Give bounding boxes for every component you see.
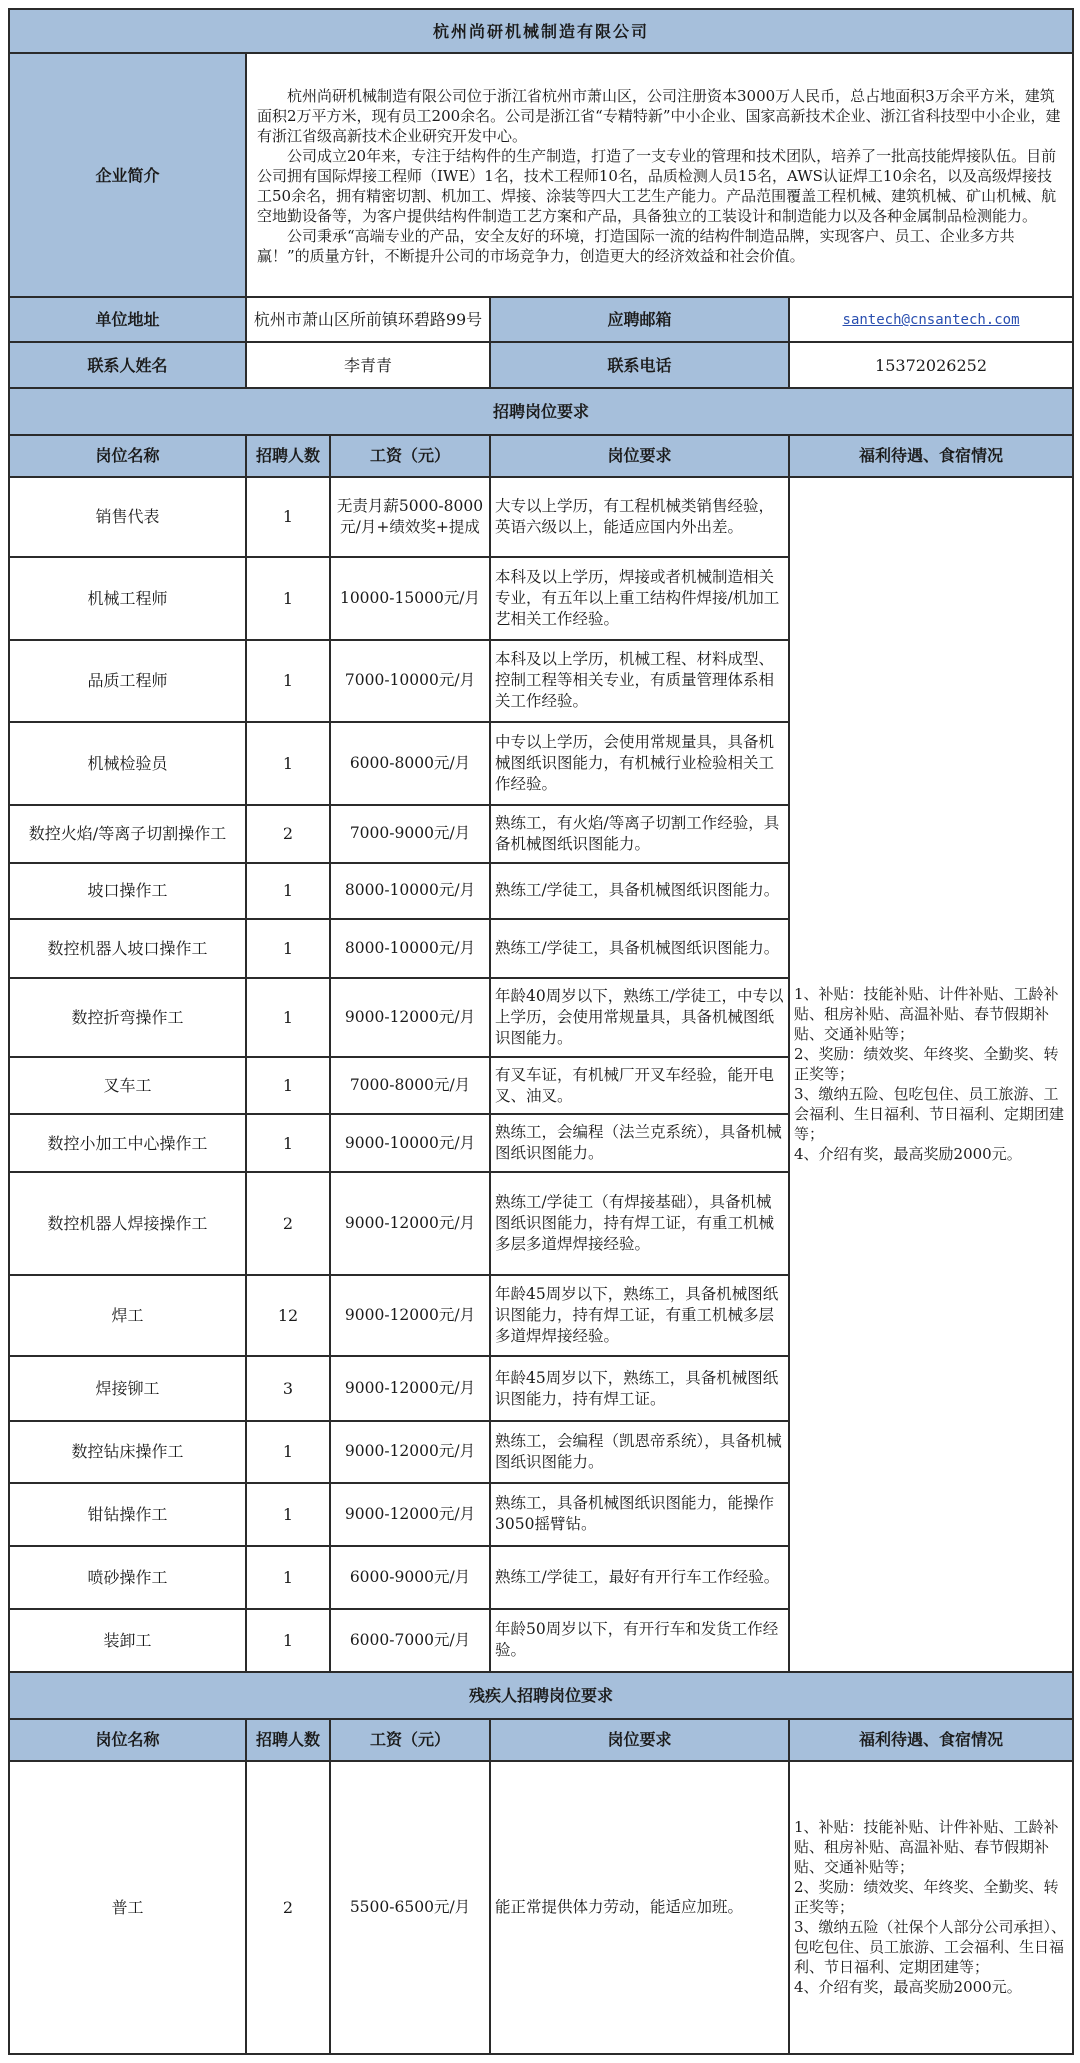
job-name: 数控机器人坡口操作工 [9,919,246,978]
job-name: 机械工程师 [9,557,246,640]
job-salary: 6000-9000元/月 [330,1546,490,1609]
job-salary: 无责月薪5000-8000元/月+绩效奖+提成 [330,477,490,558]
job-requirement: 本科及以上学历，焊接或者机械制造相关专业，有五年以上重工结构件焊接/机加工艺相关工作经验。 [490,557,789,640]
job-salary: 9000-12000元/月 [330,1275,490,1356]
header-benefits: 福利待遇、食宿情况 [789,1719,1073,1760]
job-name: 品质工程师 [9,640,246,723]
job-name: 坡口操作工 [9,863,246,920]
job-requirement: 中专以上学历，会使用常规量具，具备机械图纸识图能力，有机械行业检验相关工作经验。 [490,722,789,805]
phone-value: 15372026252 [789,342,1073,387]
header-position: 岗位名称 [9,1719,246,1760]
job-salary: 9000-12000元/月 [330,1356,490,1421]
job-count: 1 [246,722,330,805]
header-position: 岗位名称 [9,435,246,476]
job-count: 1 [246,1057,330,1115]
job-requirement: 熟练工/学徒工（有焊接基础），具备机械图纸识图能力，持有焊工证，有重工机械多层多道焊焊接经验。 [490,1172,789,1275]
header-count: 招聘人数 [246,1719,330,1760]
contact-person-label: 联系人姓名 [9,342,246,387]
disabled-section-title: 残疾人招聘岗位要求 [9,1672,1073,1719]
job-count: 1 [246,1114,330,1172]
disabled-job-requirement: 能正常提供体力劳动，能适应加班。 [490,1761,789,2054]
job-count: 1 [246,863,330,920]
address-value: 杭州市萧山区所前镇环碧路99号 [246,297,490,342]
job-salary: 9000-12000元/月 [330,1172,490,1275]
job-count: 1 [246,1421,330,1483]
job-requirement: 年龄45周岁以下，熟练工，具备机械图纸识图能力，持有焊工证，有重工机械多层多道焊焊接经验。 [490,1275,789,1356]
section-title: 招聘岗位要求 [9,388,1073,435]
disabled-job-salary: 5500-6500元/月 [330,1761,490,2054]
job-count: 3 [246,1356,330,1421]
disabled-benefits-cell: 1、补贴：技能补贴、计件补贴、工龄补贴、租房补贴、高温补贴、春节假期补贴、交通补贴等； 2、奖励：绩效奖、年终奖、全勤奖、转正奖等； 3、缴纳五险（社保个人部分公司承担）、包吃包住、员工旅游、工会福利、生日福利、节日福利、定期团建等； 4、介绍有奖，最高奖励2000元。 [789,1761,1073,2054]
email-label: 应聘邮箱 [490,297,789,342]
job-count: 1 [246,1609,330,1672]
header-count: 招聘人数 [246,435,330,476]
job-salary: 7000-8000元/月 [330,1057,490,1115]
job-salary: 9000-12000元/月 [330,1421,490,1483]
job-count: 2 [246,1172,330,1275]
job-requirement: 年龄50周岁以下，有开行车和发货工作经验。 [490,1609,789,1672]
job-salary: 9000-12000元/月 [330,978,490,1056]
disabled-job-count: 2 [246,1761,330,2054]
job-name: 焊接铆工 [9,1356,246,1421]
job-name: 数控钻床操作工 [9,1421,246,1483]
job-salary: 6000-8000元/月 [330,722,490,805]
company-title: 杭州尚研机械制造有限公司 [9,9,1073,53]
job-count: 12 [246,1275,330,1356]
intro-paragraph: 杭州尚研机械制造有限公司位于浙江省杭州市萧山区，公司注册资本3000万人民币，总占地面积3万余平方米，建筑面积2万平方米，现有员工200余名。公司是浙江省“专精特新”中小企业、国家高新技术企业、浙江省科技型中小企业，建有浙江省级高新技术企业研究开发中心。 [257,87,1061,146]
job-count: 1 [246,557,330,640]
job-name: 叉车工 [9,1057,246,1115]
job-count: 1 [246,640,330,723]
job-name: 装卸工 [9,1609,246,1672]
header-requirement: 岗位要求 [490,435,789,476]
job-name: 数控火焰/等离子切割操作工 [9,805,246,863]
header-salary: 工资（元） [330,435,490,476]
header-salary: 工资（元） [330,1719,490,1760]
job-salary: 7000-9000元/月 [330,805,490,863]
job-salary: 9000-12000元/月 [330,1483,490,1546]
job-salary: 8000-10000元/月 [330,919,490,978]
intro-paragraph: 公司秉承“高端专业的产品，安全友好的环境，打造国际一流的结构件制造品牌，实现客户、员工、企业多方共赢！”的质量方针，不断提升公司的市场竞争力，创造更大的经济效益和社会价值。 [257,227,1015,266]
company-intro [246,53,1073,297]
job-salary: 10000-15000元/月 [330,557,490,640]
job-requirement: 熟练工/学徒工，具备机械图纸识图能力。 [490,919,789,978]
job-requirement: 年龄45周岁以下，熟练工，具备机械图纸识图能力，持有焊工证。 [490,1356,789,1421]
job-requirement: 熟练工，具备机械图纸识图能力，能操作3050摇臂钻。 [490,1483,789,1546]
job-name: 钳钻操作工 [9,1483,246,1546]
job-requirement: 大专以上学历，有工程机械类销售经验，英语六级以上，能适应国内外出差。 [490,477,789,558]
job-requirement: 熟练工，有火焰/等离子切割工作经验，具备机械图纸识图能力。 [490,805,789,863]
job-salary: 7000-10000元/月 [330,640,490,723]
job-salary: 8000-10000元/月 [330,863,490,920]
address-label: 单位地址 [9,297,246,342]
job-requirement: 熟练工，会编程（凯恩帝系统），具备机械图纸识图能力。 [490,1421,789,1483]
job-name: 数控小加工中心操作工 [9,1114,246,1172]
job-requirement: 有叉车证，有机械厂开叉车经验，能开电叉、油叉。 [490,1057,789,1115]
job-count: 1 [246,1483,330,1546]
job-salary: 9000-10000元/月 [330,1114,490,1172]
job-count: 1 [246,477,330,558]
header-benefits: 福利待遇、食宿情况 [789,435,1073,476]
recruitment-table [8,8,1074,2055]
job-name: 机械检验员 [9,722,246,805]
job-requirement: 本科及以上学历，机械工程、材料成型、控制工程等相关专业，有质量管理体系相关工作经验。 [490,640,789,723]
intro-label: 企业简介 [9,53,246,297]
header-requirement: 岗位要求 [490,1719,789,1760]
job-name: 数控机器人焊接操作工 [9,1172,246,1275]
job-count: 1 [246,978,330,1056]
benefits-cell: 1、补贴：技能补贴、计件补贴、工龄补贴、租房补贴、高温补贴、春节假期补贴、交通补贴等； 2、奖励：绩效奖、年终奖、全勤奖、转正奖等； 3、缴纳五险、包吃包住、员工旅游、工会福利、生日福利、节日福利、定期团建等； 4、介绍有奖，最高奖励2000元。 [789,477,1073,1672]
job-count: 1 [246,919,330,978]
job-requirement: 熟练工，会编程（法兰克系统），具备机械图纸识图能力。 [490,1114,789,1172]
email-cell [789,297,1073,342]
intro-paragraph: 公司成立20年来，专注于结构件的生产制造，打造了一支专业的管理和技术团队，培养了一批高技能焊接队伍。目前公司拥有国际焊接工程师（IWE）1名，技术工程师10名，品质检测人员15名，AWS认证焊工10余名，以及高级焊接技工50余名，拥有精密切割、机加工、焊接、涂装等四大工艺生产能力。产品范围覆盖工程机械、建筑机械、矿山机械、航空地勤设备等，为客户提供结构件制造工艺方案和产品，具备独立的工装设计和制造能力以及各种金属制品检测能力。 [257,147,1057,226]
job-requirement: 熟练工/学徒工，最好有开行车工作经验。 [490,1546,789,1609]
phone-label: 联系电话 [490,342,789,387]
job-name: 焊工 [9,1275,246,1356]
contact-person-value: 李青青 [246,342,490,387]
job-requirement: 年龄40周岁以下，熟练工/学徒工，中专以上学历，会使用常规量具，具备机械图纸识图能力。 [490,978,789,1056]
job-name: 喷砂操作工 [9,1546,246,1609]
job-count: 1 [246,1546,330,1609]
job-count: 2 [246,805,330,863]
job-salary: 6000-7000元/月 [330,1609,490,1672]
job-requirement: 熟练工/学徒工，具备机械图纸识图能力。 [490,863,789,920]
email-link[interactable]: santech@cnsantech.com [842,312,1020,329]
job-name: 销售代表 [9,477,246,558]
disabled-job-name: 普工 [9,1761,246,2054]
job-name: 数控折弯操作工 [9,978,246,1056]
